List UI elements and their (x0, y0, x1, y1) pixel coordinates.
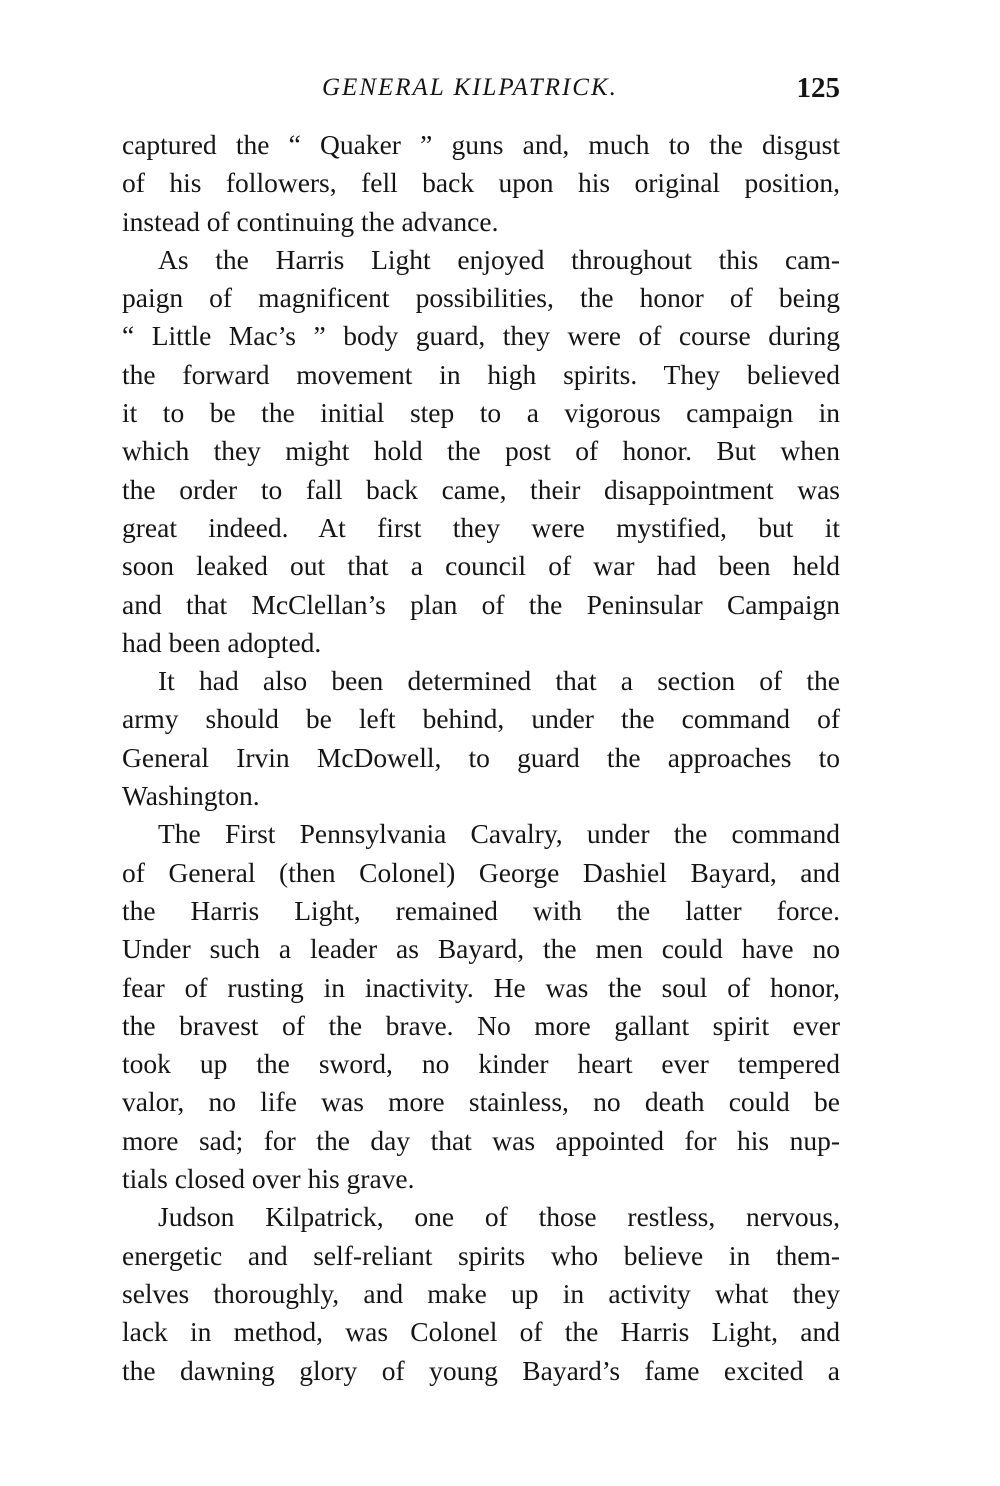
text-line: As the Harris Light enjoyed throughout this cam- (158, 243, 840, 275)
text-line: fear of rusting in inactivity. He was the soul of honor, (122, 971, 840, 1003)
running-head (122, 72, 840, 112)
text-line: selves thoroughly, and make up in activity what they (122, 1277, 840, 1309)
text-line: Washington. (122, 780, 260, 812)
paragraph-3 (122, 662, 840, 815)
text-line: valor, no life was more stainless, no death could be (122, 1086, 840, 1118)
text-line: of his followers, fell back upon his original position, (122, 167, 840, 199)
text-line: of General (then Colonel) George Dashiel Bayard, and (122, 856, 840, 888)
text-line: lack in method, was Colonel of the Harris Light, and (122, 1316, 840, 1348)
text-line: it to be the initial step to a vigorous campaign in (122, 397, 840, 429)
paragraph-1 (122, 126, 840, 241)
text-line: instead of continuing the advance. (122, 205, 499, 237)
running-title: GENERAL KILPATRICK. (322, 74, 618, 101)
paragraph-5 (122, 1198, 840, 1389)
text-line: energetic and self-reliant spirits who believe in them- (122, 1239, 840, 1271)
paragraph-4 (122, 815, 840, 1198)
text-line: It had also been determined that a section of the (158, 665, 840, 697)
text-line: the dawning glory of young Bayard’s fame excited a (122, 1354, 840, 1386)
text-line: the order to fall back came, their disappointment was (122, 473, 840, 505)
text-line: paign of magnificent possibilities, the honor of being (122, 282, 840, 314)
text-line: the forward movement in high spirits. They believed (122, 358, 840, 390)
paragraph-2 (122, 241, 840, 662)
text-line: tials closed over his grave. (122, 1163, 415, 1195)
text-line: “ Little Mac’s ” body guard, they were of course during (122, 320, 840, 352)
text-line: the Harris Light, remained with the latter force. (122, 894, 840, 926)
text-line: The First Pennsylvania Cavalry, under the command (158, 818, 840, 850)
text-line: General Irvin McDowell, to guard the approaches to (122, 741, 840, 773)
body-text (122, 126, 840, 1390)
text-line: the bravest of the brave. No more gallant spirit ever (122, 1009, 840, 1041)
text-line: great indeed. At first they were mystified, but it (122, 511, 840, 543)
text-line: took up the sword, no kinder heart ever tempered (122, 1048, 840, 1080)
text-line: Judson Kilpatrick, one of those restless, nervous, (158, 1201, 840, 1233)
text-line: captured the “ Quaker ” guns and, much to the disgust (122, 129, 840, 160)
page-number: 125 (796, 72, 840, 104)
text-line: and that McClellan’s plan of the Peninsular Campaign (122, 588, 840, 620)
text-line: soon leaked out that a council of war had been held (122, 550, 840, 582)
text-line: more sad; for the day that was appointed for his nup- (122, 1124, 840, 1156)
text-line: which they might hold the post of honor. But when (122, 435, 840, 467)
text-line: army should be left behind, under the command of (122, 703, 840, 735)
text-line: had been adopted. (122, 626, 322, 658)
text-line: Under such a leader as Bayard, the men could have no (122, 933, 840, 965)
